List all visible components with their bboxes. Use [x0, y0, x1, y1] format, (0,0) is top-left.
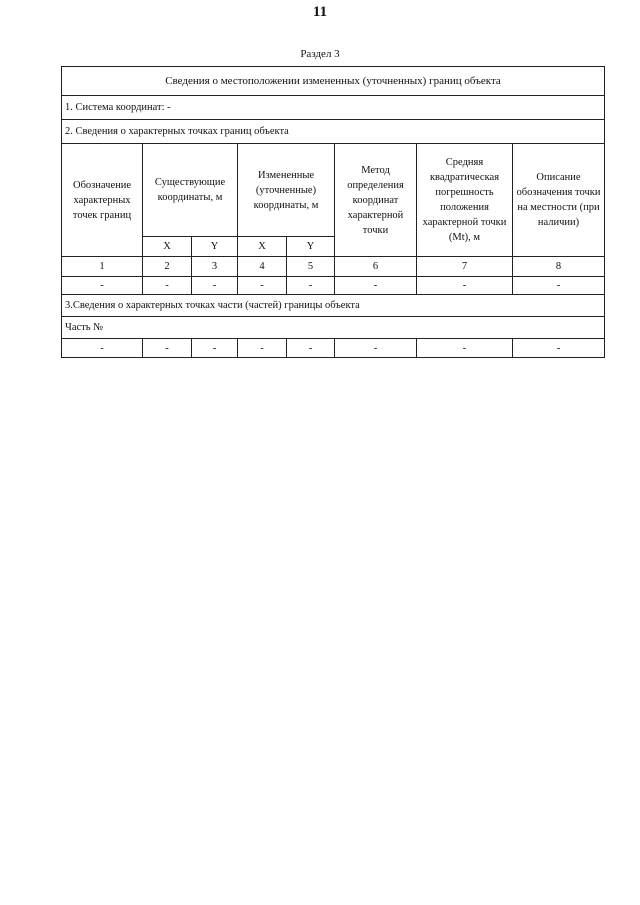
table-cell: -	[417, 277, 513, 295]
header-changed: Измененные (уточненные) координаты, м	[238, 144, 335, 237]
table-cell: -	[62, 339, 143, 358]
table-row	[62, 277, 605, 295]
column-header-row	[62, 144, 605, 237]
points-heading-row	[62, 120, 605, 144]
table-cell: -	[417, 339, 513, 358]
header-error: Средняя квадратическая погрешность положения характерной точки (Mt), м	[417, 144, 513, 257]
column-number: 3	[192, 257, 238, 277]
header-method: Метод определения координат характерной точки	[335, 144, 417, 257]
table-cell: -	[287, 277, 335, 295]
header-existing-x: X	[143, 237, 192, 257]
header-existing-y: Y	[192, 237, 238, 257]
column-number: 6	[335, 257, 417, 277]
table-cell: -	[238, 339, 287, 358]
coord-system: 1. Система координат: -	[62, 96, 605, 120]
parts-heading: 3.Сведения о характерных точках части (частей) границы объекта	[62, 295, 605, 317]
header-description: Описание обозначения точки на местности (при наличии)	[513, 144, 605, 257]
table-title: Сведения о местоположении измененных (уточненных) границ объекта	[62, 67, 605, 96]
part-label-row	[62, 317, 605, 339]
table-cell: -	[192, 339, 238, 358]
parts-heading-row	[62, 295, 605, 317]
table-cell: -	[143, 339, 192, 358]
table-cell: -	[238, 277, 287, 295]
table-cell: -	[335, 277, 417, 295]
table-cell: -	[513, 277, 605, 295]
coord-system-row	[62, 96, 605, 120]
table-cell: -	[62, 277, 143, 295]
column-number: 8	[513, 257, 605, 277]
page-number: 11	[312, 4, 328, 20]
section-label: Раздел 3	[300, 48, 340, 60]
part-label: Часть №	[62, 317, 605, 339]
table-row	[62, 339, 605, 358]
column-number: 5	[287, 257, 335, 277]
header-designation: Обозначение характерных точек границ	[62, 144, 143, 257]
table-cell: -	[335, 339, 417, 358]
header-changed-x: X	[238, 237, 287, 257]
table-cell: -	[287, 339, 335, 358]
table-title-row	[62, 67, 605, 96]
header-changed-y: Y	[287, 237, 335, 257]
column-number: 2	[143, 257, 192, 277]
points-heading: 2. Сведения о характерных точках границ объекта	[62, 120, 605, 144]
column-number: 7	[417, 257, 513, 277]
boundary-table	[61, 66, 605, 358]
column-number: 4	[238, 257, 287, 277]
column-number: 1	[62, 257, 143, 277]
table-cell: -	[192, 277, 238, 295]
table-cell: -	[143, 277, 192, 295]
column-number-row	[62, 257, 605, 277]
header-existing: Существующие координаты, м	[143, 144, 238, 237]
table-cell: -	[513, 339, 605, 358]
